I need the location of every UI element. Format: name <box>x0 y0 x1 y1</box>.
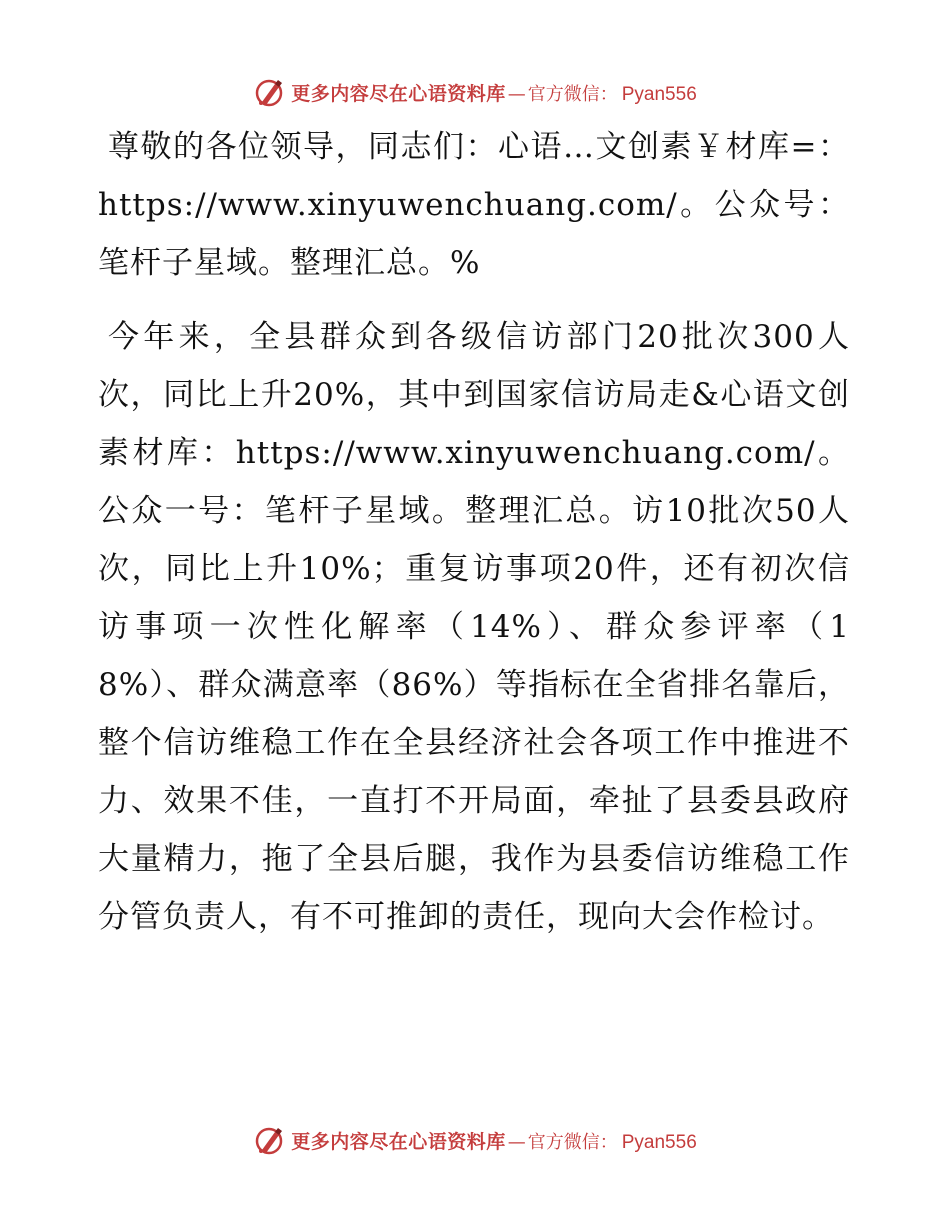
paragraph-greeting: 尊敬的各位领导，同志们：心语…文创素￥材库=：https://www.xinyuwenchuang.com/。公众号：笔杆子星域。整理汇总。% <box>98 129 850 281</box>
banner-dash: — <box>507 1131 526 1153</box>
pen-logo-icon <box>253 76 285 108</box>
banner-main-text: 更多内容尽在心语资料库 <box>291 82 506 105</box>
banner-text <box>291 79 697 106</box>
header-banner <box>0 72 950 112</box>
banner-wechat-label: 官方微信： <box>527 1131 618 1153</box>
footer-banner <box>0 1120 950 1160</box>
document-body <box>98 118 850 962</box>
banner-dash: — <box>507 83 526 105</box>
banner-text <box>291 1127 697 1154</box>
banner-wechat-id: Pyan556 <box>621 1131 697 1153</box>
paragraph-main: 今年来，全县群众到各级信访部门20批次300人次，同比上升20%，其中到国家信访局走&心语文创素材库：https://www.xinyuwenchuang.com/。公众一号：笔杆子星域。整理汇总。访10批次50人次，同比上升10%；重复访事项20件，还有初次信访事项一次性化解率（14%）、群众参评率（18%）、群众满意率（86%）等指标在全省排名靠后，整个信访维稳工作在全县经济社会各项工作中推进不力、效果不佳，一直打不开局面，牵扯了县委县政府大量精力，拖了全县后腿，我作为县委信访维稳工作分管负责人，有不可推卸的责任，现向大会作检讨。 <box>98 319 850 935</box>
banner-wechat-label: 官方微信： <box>527 83 618 105</box>
banner-wechat-id: Pyan556 <box>621 83 697 105</box>
pen-logo-icon <box>253 1124 285 1156</box>
banner-main-text: 更多内容尽在心语资料库 <box>291 1130 506 1153</box>
